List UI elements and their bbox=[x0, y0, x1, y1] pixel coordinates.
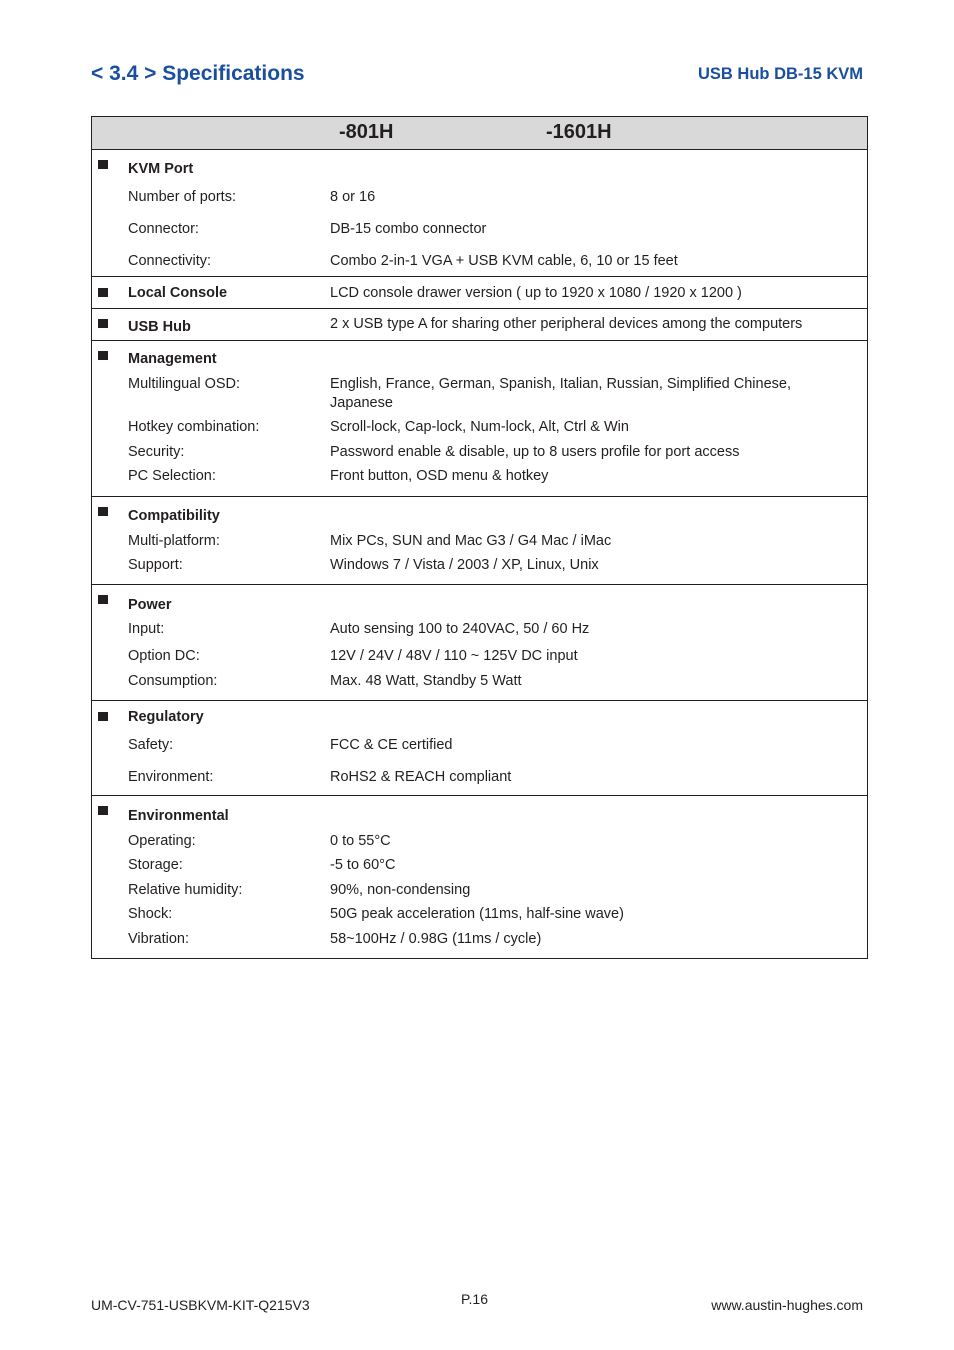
bullet-icon bbox=[98, 319, 108, 328]
spec-label: Security: bbox=[128, 444, 185, 460]
spec-label: Connectivity: bbox=[128, 253, 212, 269]
spec-label: Option DC: bbox=[128, 648, 200, 664]
spec-value: DB-15 combo connector bbox=[330, 221, 487, 237]
spec-label: Input: bbox=[128, 621, 165, 637]
section-compatibility bbox=[92, 497, 867, 585]
spec-value: 90%, non-condensing bbox=[330, 882, 471, 898]
model-801h: -801H bbox=[339, 121, 394, 143]
section-title: Power bbox=[128, 597, 172, 613]
spec-value: English, France, German, Spanish, Italian, Russian, Simplified Chinese, Japanese bbox=[330, 376, 791, 411]
section-power bbox=[92, 585, 867, 701]
spec-value: Max. 48 Watt, Standby 5 Watt bbox=[330, 673, 522, 689]
spec-value: Combo 2-in-1 VGA + USB KVM cable, 6, 10 or 15 feet bbox=[330, 253, 678, 269]
bullet-icon bbox=[98, 288, 108, 297]
spec-value: Scroll-lock, Cap-lock, Num-lock, Alt, Ctrl & Win bbox=[330, 419, 629, 435]
spec-value: Windows 7 / Vista / 2003 / XP, Linux, Unix bbox=[330, 557, 599, 573]
section-title: Local Console bbox=[128, 285, 228, 301]
spec-label: Consumption: bbox=[128, 673, 218, 689]
spec-value: 58~100Hz / 0.98G (11ms / cycle) bbox=[330, 931, 542, 947]
section-title: Management bbox=[128, 351, 217, 367]
spec-label: Safety: bbox=[128, 737, 174, 753]
spec-value: Auto sensing 100 to 240VAC, 50 / 60 Hz bbox=[330, 621, 590, 637]
spec-label: Hotkey combination: bbox=[128, 419, 260, 435]
bullet-icon bbox=[98, 712, 108, 721]
bullet-icon bbox=[98, 507, 108, 516]
spec-label: Environment: bbox=[128, 769, 214, 785]
section-title: Regulatory bbox=[128, 709, 204, 725]
model-1601h: -1601H bbox=[546, 121, 612, 143]
bullet-icon bbox=[98, 351, 108, 360]
spec-label: Number of ports: bbox=[128, 189, 236, 205]
bullet-icon bbox=[98, 806, 108, 815]
spec-label: Connector: bbox=[128, 221, 199, 237]
spec-label: Multi-platform: bbox=[128, 533, 220, 549]
bullet-icon bbox=[98, 160, 108, 169]
spec-label: Operating: bbox=[128, 833, 196, 849]
section-management bbox=[92, 341, 867, 497]
spec-value: 12V / 24V / 48V / 110 ~ 125V DC input bbox=[330, 648, 578, 664]
section-environmental bbox=[92, 796, 867, 958]
spec-value: FCC & CE certified bbox=[330, 737, 453, 753]
spec-value: -5 to 60°C bbox=[330, 857, 396, 873]
spec-value: Front button, OSD menu & hotkey bbox=[330, 468, 549, 484]
section-regulatory bbox=[92, 701, 867, 796]
section-title: Environmental bbox=[128, 808, 229, 824]
spec-value: 2 x USB type A for sharing other peripheral devices among the computers bbox=[330, 316, 803, 332]
website-link[interactable]: www.austin-hughes.com bbox=[711, 1297, 863, 1313]
spec-value: RoHS2 & REACH compliant bbox=[330, 769, 512, 785]
section-local-console bbox=[92, 277, 867, 309]
section-title: KVM Port bbox=[128, 161, 194, 177]
product-name: USB Hub DB-15 KVM bbox=[697, 65, 863, 83]
spec-value: 0 to 55°C bbox=[330, 833, 391, 849]
spec-label: PC Selection: bbox=[128, 468, 216, 484]
bullet-icon bbox=[98, 595, 108, 604]
section-kvm-port bbox=[92, 150, 867, 277]
document-id: UM-CV-751-USBKVM-KIT-Q215V3 bbox=[91, 1297, 310, 1313]
page-title: < 3.4 > Specifications bbox=[91, 62, 305, 85]
spec-value: 50G peak acceleration (11ms, half-sine wave) bbox=[330, 906, 624, 922]
section-title: Compatibility bbox=[128, 508, 220, 524]
spec-label: Storage: bbox=[128, 857, 183, 873]
model-header bbox=[92, 117, 867, 150]
spec-label: Shock: bbox=[128, 906, 173, 922]
spec-value: Password enable & disable, up to 8 users profile for port access bbox=[330, 444, 740, 460]
section-usb-hub bbox=[92, 309, 867, 341]
spec-value: LCD console drawer version ( up to 1920 x 1080 / 1920 x 1200 ) bbox=[330, 285, 742, 301]
section-title: USB Hub bbox=[128, 319, 191, 335]
spec-value: Mix PCs, SUN and Mac G3 / G4 Mac / iMac bbox=[330, 533, 612, 549]
spec-label: Support: bbox=[128, 557, 183, 573]
spec-label: Relative humidity: bbox=[128, 882, 243, 898]
spec-label: Vibration: bbox=[128, 931, 189, 947]
spec-table bbox=[91, 116, 868, 959]
page-number: P.16 bbox=[461, 1291, 488, 1307]
spec-value: 8 or 16 bbox=[330, 189, 376, 205]
spec-label: Multilingual OSD: bbox=[128, 376, 241, 392]
